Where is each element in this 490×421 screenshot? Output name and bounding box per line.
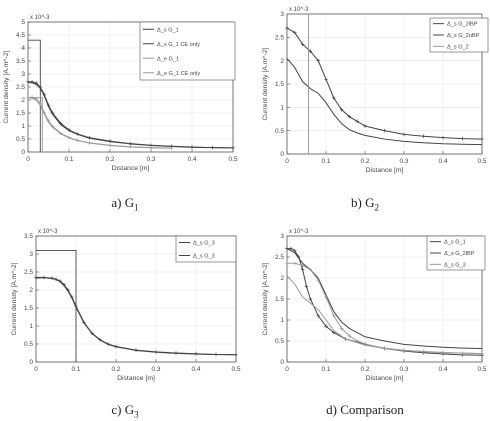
x-tick-label: 0.2 (360, 158, 370, 165)
y-tick-label: 1.5 (274, 81, 284, 89)
caption-c (30, 402, 220, 420)
legend (427, 236, 485, 270)
legend-label: Δ_s G_2lBP (447, 21, 478, 28)
y-tick-label: 2.5 (274, 254, 284, 262)
series-point (422, 134, 426, 138)
x-tick-label: 0.2 (111, 366, 121, 373)
caption-b-prefix: b) G (351, 195, 375, 210)
caption-a-sub: 1 (134, 202, 139, 213)
y-tick-label: 4 (21, 45, 25, 53)
x-tick-label: 0.3 (151, 366, 161, 373)
legend-label: Δ_s G_2 (447, 44, 469, 51)
x-tick-label: 0.1 (321, 158, 331, 165)
x-tick-label: 0.3 (146, 156, 156, 163)
y-tick-label: 1.5 (15, 110, 25, 118)
series-point (441, 136, 445, 140)
x-tick-label: 0.4 (438, 158, 448, 165)
x-axis-label: Distance [m] (365, 167, 404, 174)
y-tick-label: 2 (280, 57, 284, 65)
y-tick-label: 2.5 (274, 34, 284, 42)
y-tick-label: 0.5 (274, 338, 284, 346)
caption-a-prefix: a) G (111, 195, 135, 210)
x-tick-label: 0 (285, 366, 289, 373)
y-tick-label: 2 (21, 97, 25, 105)
y-tick-label: 1 (29, 323, 33, 331)
legend-label: Δ_s G_2uBP (447, 33, 480, 39)
series-point (293, 262, 297, 266)
series-point (26, 80, 30, 84)
x-tick-label: 0.2 (105, 156, 115, 163)
y-tick-label: 1 (21, 123, 25, 131)
x-tick-label: 0.5 (477, 158, 487, 165)
y-tick-label: 0 (21, 149, 25, 157)
series-line-1 (36, 278, 236, 355)
x-tick-label: 0 (34, 366, 38, 373)
panel-a (0, 0, 245, 190)
caption-b-sub: 2 (374, 202, 379, 213)
y-tick-label: 3 (280, 233, 284, 241)
panel-c (0, 222, 245, 392)
x-tick-label: 0.3 (399, 158, 409, 165)
axis-multiplier: x 10^-3 (30, 15, 50, 21)
y-tick-label: 1.5 (23, 305, 33, 313)
chart-g2 (245, 0, 490, 190)
legend-label: Δ_e G_1 CE only (157, 70, 201, 77)
series-point (34, 276, 38, 280)
legend (176, 236, 236, 262)
series-point (301, 268, 305, 272)
legend-label: Δ_s G_3 (193, 253, 215, 260)
legend-label: Δ_s G_3 (444, 262, 466, 269)
x-tick-label: 0.4 (438, 366, 448, 373)
x-tick-label: 0.3 (399, 366, 409, 373)
series-point (383, 129, 387, 133)
y-tick-label: 1 (280, 317, 284, 325)
x-tick-label: 0.1 (64, 156, 74, 163)
x-tick-label: 0.1 (321, 366, 331, 373)
caption-b (270, 195, 460, 213)
y-tick-label: 3 (280, 11, 284, 19)
y-tick-label: 2.5 (15, 84, 25, 92)
y-tick-label: 3 (21, 71, 25, 79)
series-line-1 (28, 82, 233, 148)
series-point (26, 96, 30, 100)
y-tick-label: 1 (280, 104, 284, 112)
y-axis-label: Current density [A.m^-2] (262, 262, 269, 336)
y-axis-label: Current density [A.m^-2] (11, 262, 18, 336)
legend-label: Δ_s G_1 CE only (157, 41, 200, 48)
y-tick-label: 2.5 (23, 269, 33, 277)
axis-multiplier: x 10^-3 (289, 229, 309, 235)
axis-multiplier: x 10^-3 (38, 229, 58, 235)
x-axis-label: Distance [m] (117, 375, 155, 382)
series-point (461, 137, 465, 141)
series-point (309, 297, 313, 301)
caption-d (270, 402, 460, 420)
y-tick-label: 0.5 (274, 127, 284, 135)
y-tick-label: 2 (280, 275, 284, 283)
step-line (36, 250, 76, 362)
y-axis-label: Current density [A.m^-2] (262, 47, 269, 121)
series-line-0 (28, 82, 233, 148)
y-tick-label: 5 (21, 19, 25, 27)
series-line-3 (287, 276, 482, 354)
caption-c-prefix: c) G (111, 402, 135, 417)
y-tick-label: 0 (280, 359, 284, 367)
step-line (28, 40, 40, 152)
caption-a (30, 195, 220, 213)
series-point (324, 78, 328, 82)
y-tick-label: 0 (280, 151, 284, 159)
caption-d-prefix: d) Comparison (326, 402, 404, 417)
x-tick-label: 0 (26, 156, 30, 163)
y-tick-label: 0.5 (15, 136, 25, 144)
series-point (480, 137, 484, 141)
legend-label: Δ_s G_2lBP (444, 251, 475, 257)
x-axis-label: Distance [m] (111, 165, 150, 172)
y-tick-label: 4.5 (15, 32, 25, 40)
legend (430, 18, 488, 52)
legend-label: Δ_e G_1 (157, 56, 180, 63)
x-tick-label: 0 (285, 158, 289, 165)
axis-multiplier: x 10^-3 (289, 7, 309, 13)
legend (140, 22, 235, 80)
chart-g3 (0, 222, 245, 392)
y-tick-label: 2 (29, 287, 33, 295)
y-tick-label: 1.5 (274, 296, 284, 304)
legend-label: Δ_s G_3 (193, 240, 215, 247)
legend-label: Δ_s G_1 (157, 27, 179, 34)
x-tick-label: 0.5 (477, 366, 487, 373)
x-axis-label: Distance [m] (365, 375, 404, 382)
x-tick-label: 0.4 (191, 366, 201, 373)
y-axis-label: Current density [A.m^-2] (3, 50, 10, 124)
series-point (285, 262, 289, 266)
chart-g1 (0, 0, 245, 190)
y-tick-label: 3.5 (23, 233, 33, 241)
x-tick-label: 0.5 (231, 366, 241, 373)
chart-comparison (245, 222, 490, 392)
series-point (305, 285, 309, 289)
y-tick-label: 0 (29, 359, 33, 367)
series-point (402, 133, 406, 137)
x-tick-label: 0.5 (228, 156, 238, 163)
legend-label: Δ_s G_1 (444, 239, 466, 246)
y-tick-label: 3 (29, 251, 33, 259)
x-tick-label: 0.4 (187, 156, 197, 163)
y-tick-label: 0.5 (23, 341, 33, 349)
y-tick-label: 3.5 (15, 58, 25, 66)
x-tick-label: 0.2 (360, 366, 370, 373)
caption-c-sub: 3 (134, 409, 139, 420)
panel-b (245, 0, 490, 190)
x-tick-label: 0.1 (71, 366, 81, 373)
panel-d (245, 222, 490, 392)
